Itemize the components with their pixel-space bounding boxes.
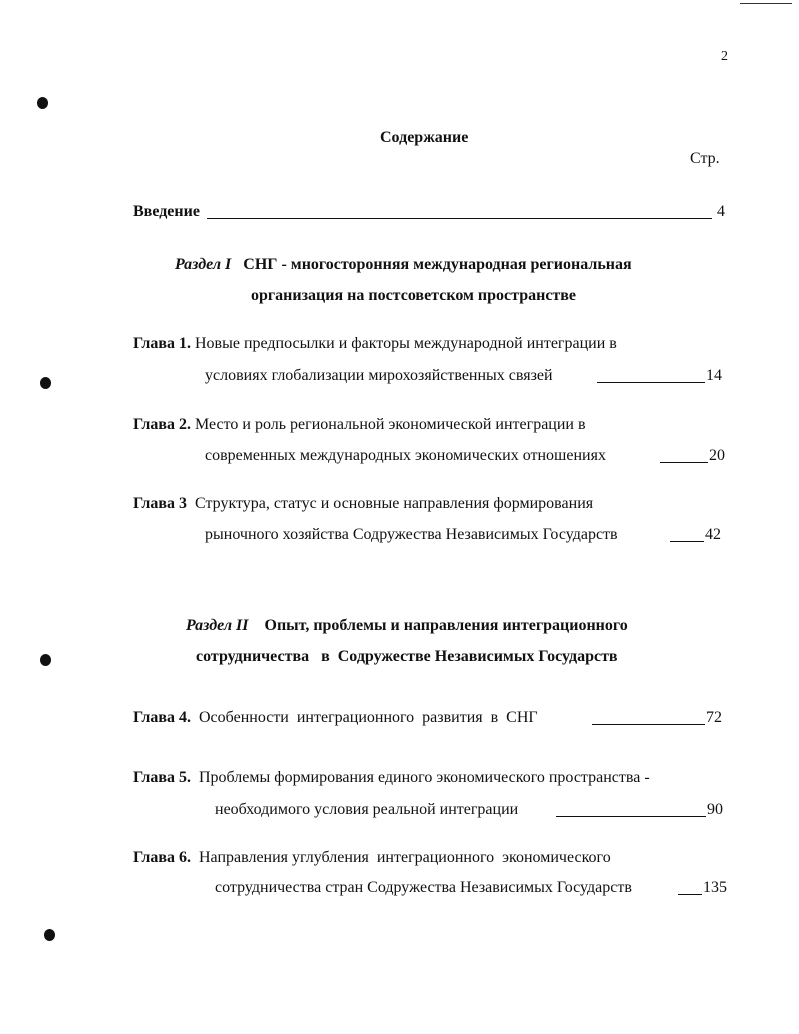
chapter-page: 42 — [705, 526, 721, 543]
chapter-label: Глава 2. — [133, 416, 191, 433]
chapter-line1: Направления углубления интеграционного экономического — [199, 849, 611, 866]
chapter-label: Глава 6. — [133, 849, 191, 866]
chapter-line1: Место и роль региональной экономической интеграции в — [195, 416, 586, 433]
chapter-page: 14 — [706, 367, 722, 384]
chapter-page: 135 — [703, 879, 727, 896]
chapter-label: Глава 5. — [133, 769, 191, 786]
punch-hole-mark — [37, 97, 48, 109]
leader-line — [660, 462, 708, 463]
leader-line — [592, 724, 705, 725]
chapter-line2: условиях глобализации мирохозяйственных связей — [205, 367, 553, 384]
section-title-line1: СНГ - многосторонняя международная региональная — [243, 256, 632, 273]
toc-title: Содержание — [380, 129, 469, 146]
leader-line — [678, 894, 702, 895]
chapter-line2: сотрудничества стран Содружества Независимых Государств — [215, 879, 632, 896]
scan-edge-line — [740, 3, 792, 4]
chapter-line2: рыночного хозяйства Содружества Независимых Государств — [205, 526, 618, 543]
chapter-line1: Особенности интеграционного развития в СНГ — [199, 709, 538, 726]
page-column-label: Стр. — [690, 150, 720, 167]
chapter-label: Глава 1. — [133, 335, 191, 352]
chapter-page: 72 — [706, 709, 722, 726]
intro-page: 4 — [717, 203, 725, 220]
section-prefix: Раздел I — [175, 256, 232, 273]
chapter-line2: современных международных экономических отношениях — [205, 447, 606, 464]
page-number: 2 — [721, 49, 728, 64]
chapter-line1: Проблемы формирования единого экономического пространства - — [199, 769, 650, 786]
chapter-line2: необходимого условия реальной интеграции — [215, 801, 519, 818]
chapter-label: Глава 4. — [133, 709, 191, 726]
chapter-line1: Структура, статус и основные направления формирования — [195, 495, 594, 512]
section-title-line1: Опыт, проблемы и направления интеграционного — [264, 617, 628, 634]
section-prefix: Раздел II — [186, 617, 249, 634]
leader-line — [597, 382, 705, 383]
leader-line — [207, 218, 712, 219]
section-title-line2: сотрудничества в Содружестве Независимых Государств — [196, 648, 618, 665]
leader-line — [670, 541, 704, 542]
leader-line — [556, 816, 706, 817]
punch-hole-mark — [40, 654, 51, 666]
chapter-line1: Новые предпосылки и факторы международной интеграции в — [195, 335, 617, 352]
chapter-page: 90 — [707, 801, 723, 818]
intro-label: Введение — [133, 203, 200, 220]
section-title-line2: организация на постсоветском пространстве — [251, 287, 577, 304]
chapter-page: 20 — [709, 447, 725, 464]
punch-hole-mark — [44, 929, 55, 941]
chapter-label: Глава 3 — [133, 495, 187, 512]
punch-hole-mark — [40, 377, 51, 389]
